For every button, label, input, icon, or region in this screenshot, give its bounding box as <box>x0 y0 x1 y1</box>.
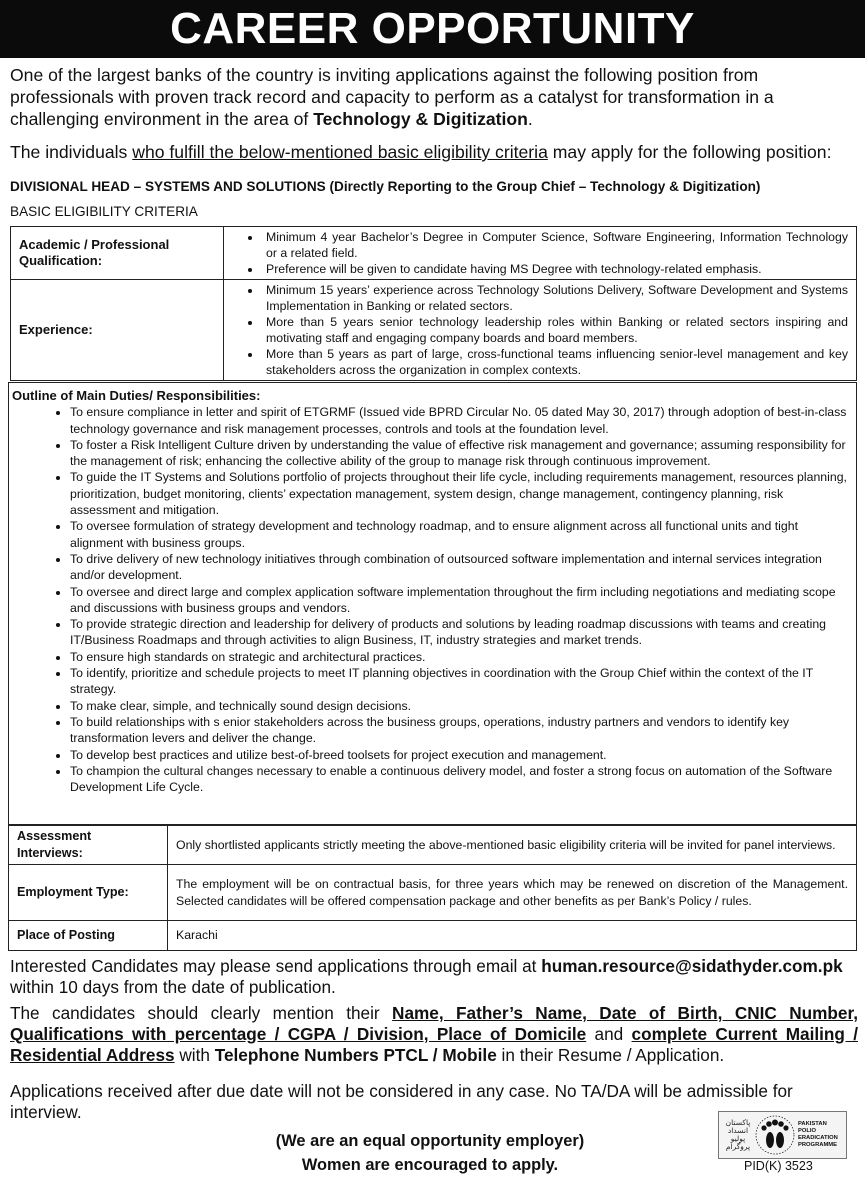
terms-table <box>8 825 857 951</box>
eligibility-note: The individuals who fulfill the below-mentioned basic eligibility criteria may apply for the following position: <box>10 142 832 162</box>
criteria-row-qualification <box>11 227 857 280</box>
terms-row-assessment <box>9 826 857 865</box>
duty-item: • To champion the cultural changes necessary to enable a continuous delivery model, and foster a strong focus on automation of the Software Development Life Cycle. <box>70 763 850 796</box>
criteria-item: • More than 5 years as part of large, cross-functional teams influencing senior-level management and key stakeholders across the organization in complex contexts. <box>262 346 848 378</box>
equal-opportunity-note <box>190 1129 670 1177</box>
duty-item: • To drive delivery of new technology initiatives through combination of outsourced software implementation and internal services integration and/or development. <box>70 551 850 584</box>
criteria-value <box>224 280 857 381</box>
criteria-item: • More than 5 years senior technology leadership roles within Banking or related sectors inspiring and motivating staff and engaging company boards and board members. <box>262 314 848 346</box>
terms-label: Assessment Interviews: <box>9 826 168 865</box>
intro-paragraph: One of the largest banks of the country is inviting applications against the following position from professionals with proven track record and capacity to perform as a catalyst for transformation in a challenging environment in the area of Technology & Digitization. <box>10 65 774 129</box>
logo-programme-text: PAKISTAN POLIO ERADICATION PROGRAMME <box>798 1121 838 1148</box>
duty-item: • To guide the IT Systems and Solutions portfolio of projects throughout their life cycle, including requirements management, resources planning, prioritization, budget monitoring, clients’ expectation management, system design, change management, contingency planning, risk assessment and mitigation. <box>70 469 850 518</box>
publication-id: PID(K) 3523 <box>744 1159 813 1173</box>
duty-item: • To oversee formulation of strategy development and technology roadmap, and to ensure alignment across all functional units and tight alignment with business groups. <box>70 518 850 551</box>
email-address[interactable]: human.resource@sidathyder.com.pk <box>541 956 843 976</box>
criteria-label: Experience: <box>11 280 224 381</box>
terms-label: Place of Posting <box>9 921 168 951</box>
criteria-row-experience <box>11 280 857 381</box>
terms-label: Employment Type: <box>9 865 168 921</box>
page-title: CAREER OPPORTUNITY <box>0 0 865 58</box>
basic-eligibility-heading: BASIC ELIGIBILITY CRITERIA <box>10 204 198 219</box>
duty-item: • To build relationships with s enior stakeholders across the business groups, operations, industry partners and vendors to identify key transformation levers and deliver the change. <box>70 714 850 747</box>
terms-value: The employment will be on contractual basis, for three years which may be renewed on discretion of the Management. Selected candidates will be offered compensation package and other benefits as per Bank’s Policy / rules. <box>168 865 857 921</box>
required-details: The candidates should clearly mention their Name, Father’s Name, Date of Birth, CNIC Number, Qualifications with percentage / CGPA / Division, Place of Domicile and complete Current Mailing / Residential Address with Telephone Numbers PTCL / Mobile in their Resume / Application. <box>10 1003 858 1065</box>
duty-item: • To provide strategic direction and leadership for delivery of products and solutions by leading roadmap discussions with teams and creating IT/Business Roadmaps and through activities to align Business, IT, industry strategies and market trends. <box>70 616 850 649</box>
duty-item: • To develop best practices and utilize best-of-breed toolsets for project execution and management. <box>70 747 850 763</box>
logo-urdu-text: پاکستان انسداد پولیو پروگرام <box>725 1118 751 1151</box>
criteria-value <box>224 227 857 280</box>
criteria-item: • Preference will be given to candidate having MS Degree with technology-related emphasis. <box>262 261 848 277</box>
footprint-seal-icon <box>755 1115 795 1155</box>
criteria-label: Academic / Professional Qualification: <box>11 227 224 280</box>
duty-item: • To ensure compliance in letter and spirit of ETGRMF (Issued vide BPRD Circular No. 05 dated May 30, 2017) through adoption of best-in-class technology governance and risk management processes, controls and tools at the foundation level. <box>70 404 850 437</box>
duty-item: • To oversee and direct large and complex application software implementation throughout the firm including negotiations and mediating scope and discussions with business groups and vendors. <box>70 584 850 617</box>
criteria-table <box>10 226 857 381</box>
duties-section <box>8 382 857 825</box>
duty-item: • To make clear, simple, and technically sound design decisions. <box>70 698 850 714</box>
polio-programme-logo <box>718 1111 847 1159</box>
terms-value: Karachi <box>168 921 857 951</box>
duty-item: • To identify, prioritize and schedule projects to meet IT planning objectives in coordination with the Group Chief within the context of the IT strategy. <box>70 665 850 698</box>
criteria-item: • Minimum 15 years’ experience across Technology Solutions Delivery, Software Development and Systems Implementation in Banking or related sectors. <box>262 282 848 314</box>
late-application-notice: Applications received after due date will not be considered in any case. No TA/DA will be admissible for interview. <box>10 1081 793 1122</box>
position-title: DIVISIONAL HEAD – SYSTEMS AND SOLUTIONS (Directly Reporting to the Group Chief – Technology & Digitization) <box>10 179 761 194</box>
terms-row-posting <box>9 921 857 951</box>
duty-item: • To ensure high standards on strategic and architectural practices. <box>70 649 850 665</box>
criteria-item: • Minimum 4 year Bachelor’s Degree in Computer Science, Software Engineering, Information Technology or a related field. <box>262 229 848 261</box>
duty-item: • To foster a Risk Intelligent Culture driven by understanding the value of effective risk management and governance; assuming responsibility for the management of risk; enhancing the collective ability of the group to manage risk through continuous improvement. <box>70 437 850 470</box>
women-encouraged-text: Women are encouraged to apply. <box>301 1156 559 1174</box>
duties-title: Outline of Main Duties/ Responsibilities: <box>12 388 261 403</box>
equal-opportunity-text: (We are an equal opportunity employer) <box>275 1132 585 1150</box>
terms-row-employment-type <box>9 865 857 921</box>
terms-value: Only shortlisted applicants strictly meeting the above-mentioned basic eligibility criteria will be invited for panel interviews. <box>168 826 857 865</box>
application-instructions: Interested Candidates may please send applications through email at human.resource@sidathyder.com.pk within 10 days from the date of publication. <box>10 956 843 997</box>
